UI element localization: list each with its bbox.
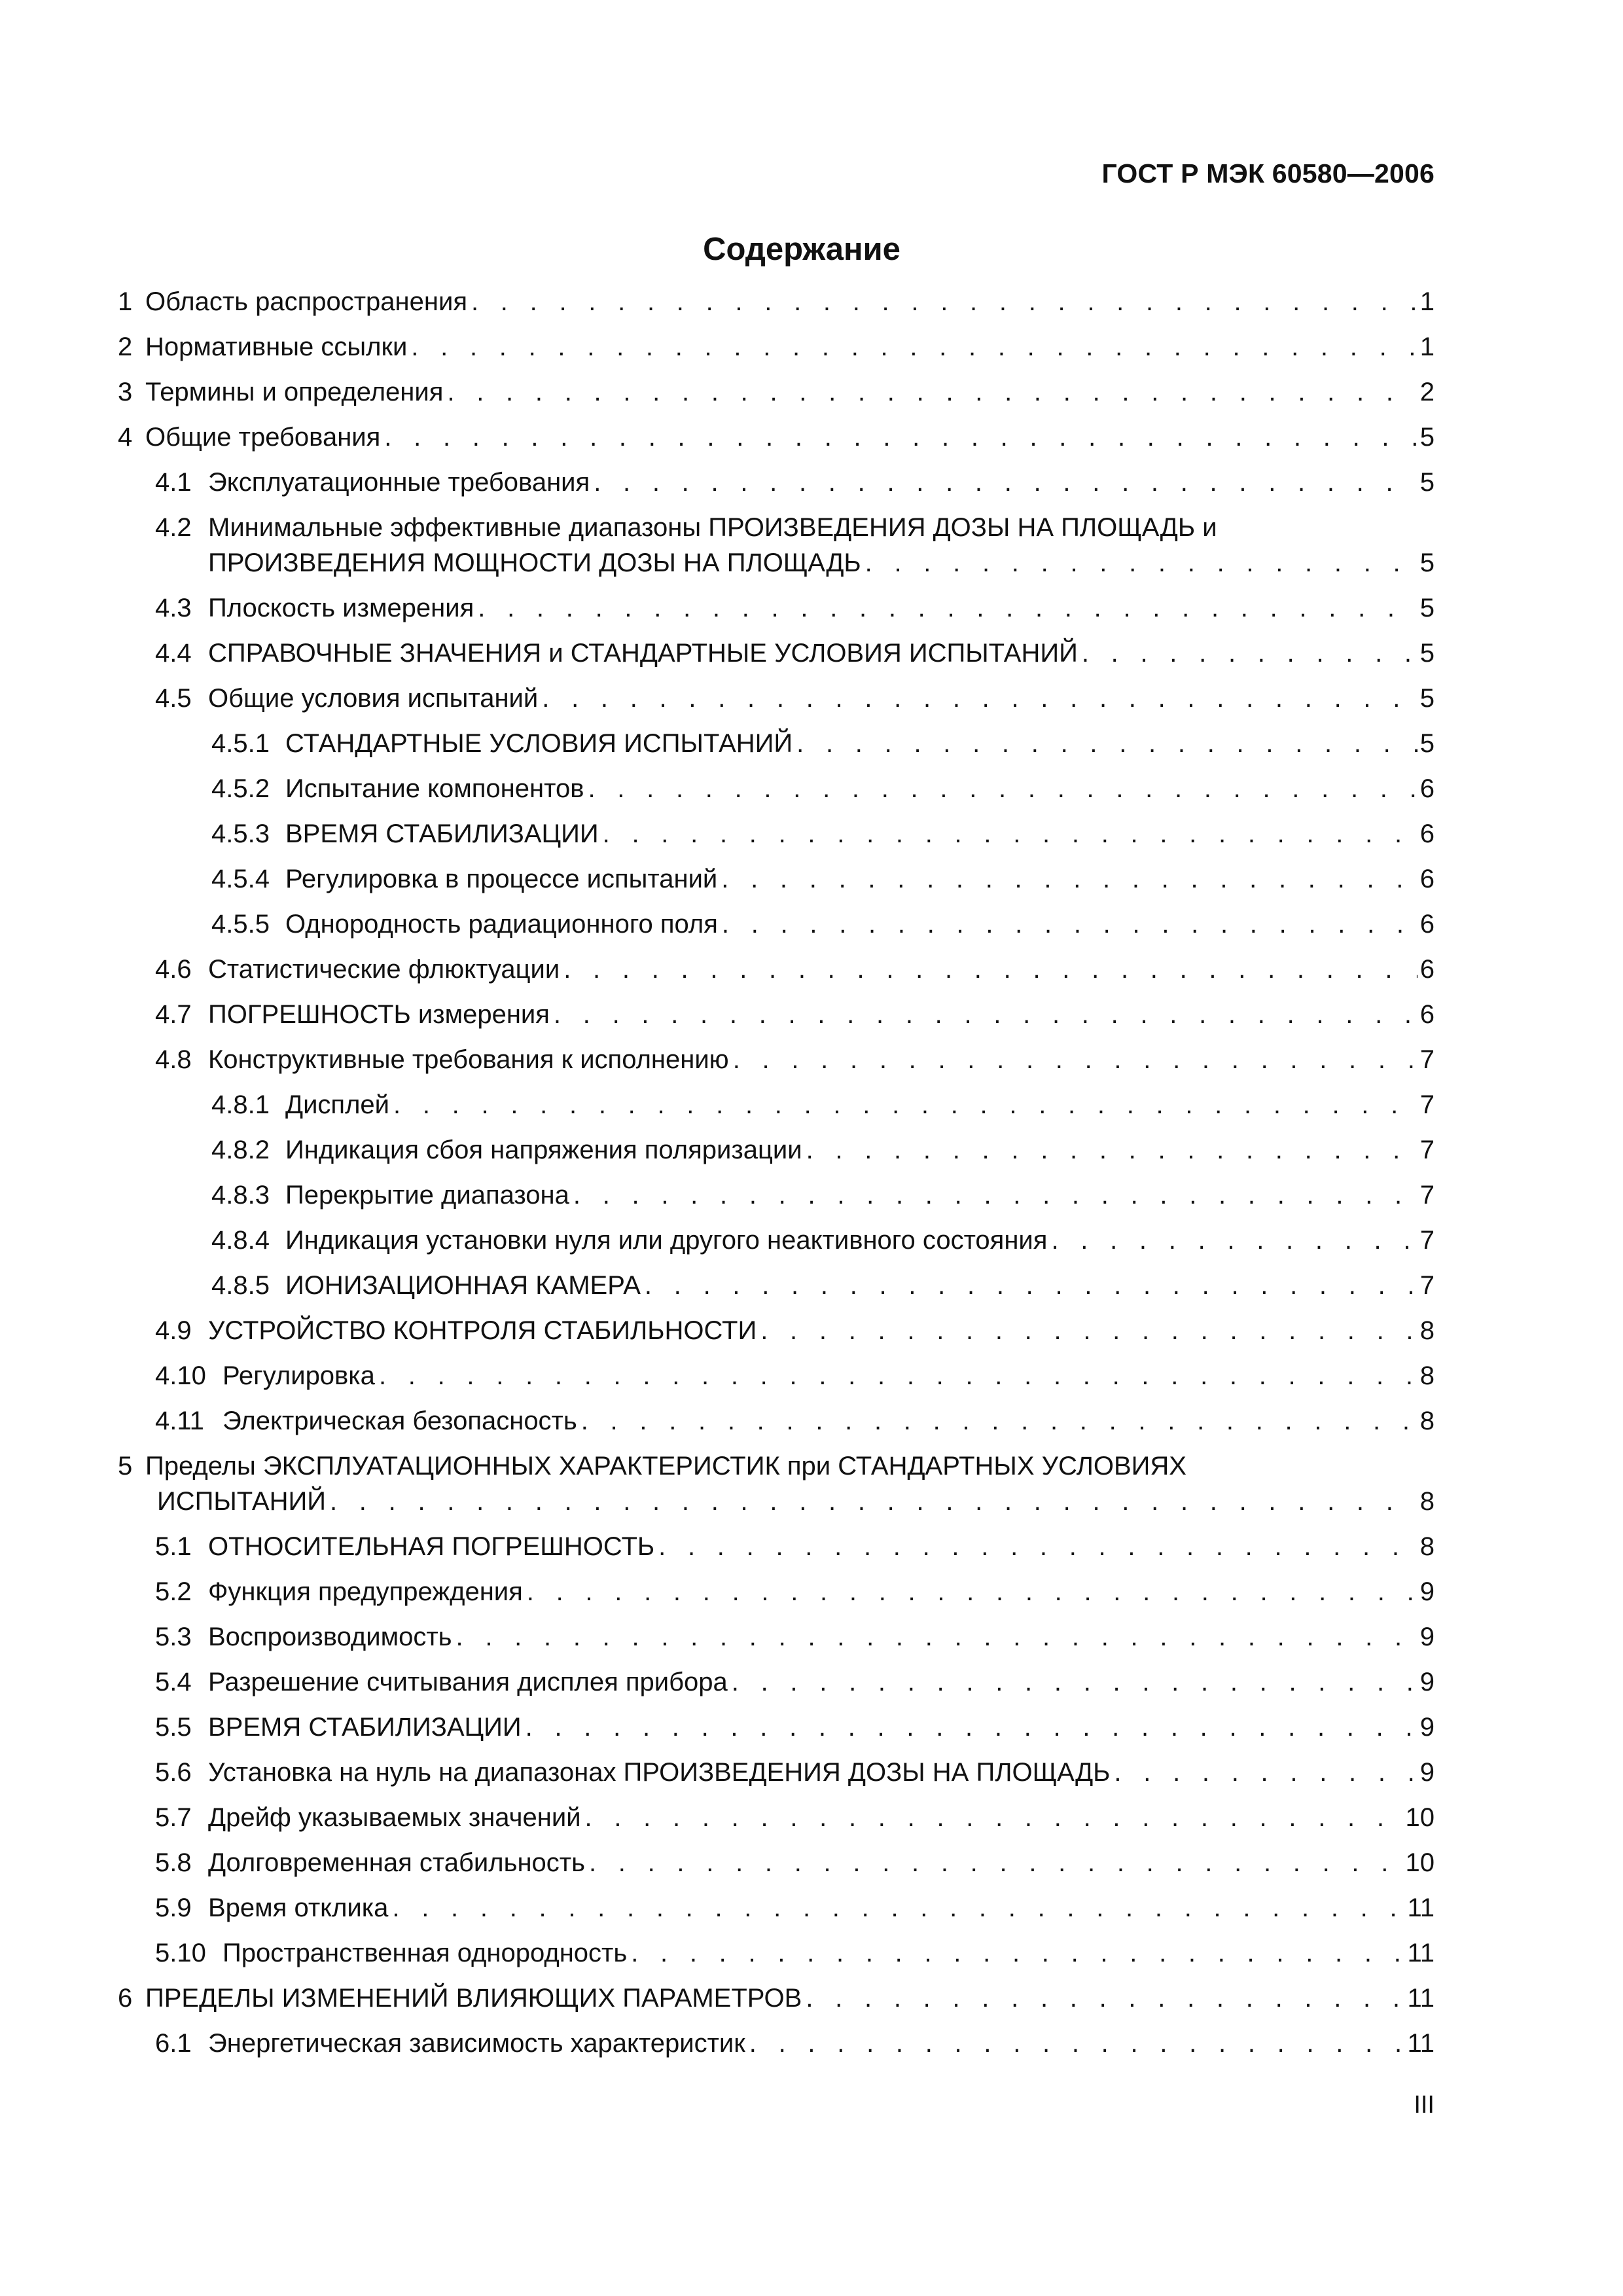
toc-entry-number: 5.8 [155,1848,192,1877]
toc-entry-number: 5.1 [155,1532,192,1561]
dot-leader [585,1799,1403,1837]
toc-entry-title: Индикация сбоя напряжения поляризации [285,1136,802,1164]
toc-entry-page: 8 [1419,1487,1435,1516]
toc-entry[interactable] [0,679,1623,717]
toc-entry-page: 1 [1419,332,1435,361]
toc-entry[interactable] [0,418,1623,456]
toc-entry-page: 5 [1419,684,1435,713]
toc-entry[interactable] [0,1844,1623,1882]
toc-entry-page: 6 [1419,819,1435,848]
toc-entry-page: 1 [1419,287,1435,316]
toc-title: Содержание [703,232,901,267]
toc-entry-page: 9 [1419,1623,1435,1651]
toc-entry-number: 5.4 [155,1668,192,1696]
toc-entry-title: Плоскость измерения [208,594,474,622]
toc-entry[interactable] [0,1357,1623,1395]
toc-entry-title: Пространственная однородность [223,1939,628,1967]
toc-entry[interactable] [0,770,1623,808]
toc-entry-number: 4.5.2 [211,774,270,803]
toc-entry[interactable] [0,283,1623,321]
toc-entry-page: 6 [1419,910,1435,939]
toc-entry-title: СТАНДАРТНЫЕ УСЛОВИЯ ИСПЫТАНИЙ [285,729,793,758]
toc-entry-number: 5.2 [155,1577,192,1606]
toc-entry-number: 4.8.3 [211,1181,270,1210]
toc-entry[interactable] [0,1979,1623,2017]
toc-entry[interactable] [0,589,1623,627]
toc-entry-page: 11 [1407,1893,1435,1922]
toc-entry-number: 4.6 [155,955,192,984]
toc-entry-page: 6 [1419,955,1435,984]
dot-leader [1114,1753,1417,1791]
toc-entry-title: УСТРОЙСТВО КОНТРОЛЯ СТАБИЛЬНОСТИ [208,1316,757,1345]
dot-leader [796,725,1418,762]
toc-entry-page: 8 [1419,1532,1435,1561]
dot-leader [393,1086,1418,1124]
toc-entry-number: 6.1 [155,2029,192,2058]
toc-entry[interactable] [0,1528,1623,1566]
toc-entry-number: 2 [118,332,133,361]
dot-leader [581,1402,1418,1440]
toc-entry[interactable] [0,2024,1623,2062]
toc-entry-page: 2 [1419,378,1435,406]
toc-entry[interactable] [0,1753,1623,1791]
dot-leader [527,1573,1418,1611]
toc-entry[interactable] [0,1131,1623,1169]
toc-entry-title: Эксплуатационные требования [208,468,590,497]
toc-entry-page: 6 [1419,865,1435,893]
dot-leader [589,1844,1403,1882]
dot-leader [588,770,1417,808]
toc-entry[interactable] [0,328,1623,366]
toc-entry-page: 10 [1405,1848,1435,1877]
toc-entry-title-continuation: ПРОИЗВЕДЕНИЯ МОЩНОСТИ ДОЗЫ НА ПЛОЩАДЬ [208,548,861,577]
toc-entry-title: Испытание компонентов [285,774,584,803]
toc-entry-title: Дрейф указываемых значений [208,1803,581,1832]
toc-entry-title: Термины и определения [145,378,444,406]
toc-entry[interactable] [0,1663,1623,1701]
toc-entry-number: 4.5.1 [211,729,270,758]
toc-entry[interactable] [0,950,1623,988]
toc-entry-title: Дисплей [285,1090,390,1119]
dot-leader [526,1708,1418,1746]
toc-entry-title: ПОГРЕШНОСТЬ измерения [208,1000,550,1029]
toc-entry[interactable] [0,1041,1623,1079]
toc-entry-number: 5.9 [155,1893,192,1922]
dot-leader [554,996,1418,1033]
toc-entry[interactable] [0,1221,1623,1259]
toc-entry-page: 7 [1419,1136,1435,1164]
toc-entry-number: 4.8.4 [211,1226,270,1255]
dot-leader [594,463,1418,501]
toc-entry-number: 5.10 [155,1939,206,1967]
toc-entry-page: 7 [1419,1181,1435,1210]
toc-entry-title: ПРЕДЕЛЫ ИЗМЕНЕНИЙ ВЛИЯЮЩИХ ПАРАМЕТРОВ [145,1984,802,2013]
toc-entry-title: Общие условия испытаний [208,684,539,713]
toc-entry-title: Минимальные эффективные диапазоны ПРОИЗВЕДЕНИЯ ДОЗЫ НА ПЛОЩАДЬ и [208,513,1217,542]
toc-entry[interactable] [0,860,1623,898]
toc-entry-title: Общие требования [145,423,381,452]
toc-entry-title: Регулировка [223,1361,375,1390]
toc-entry-title: Область распространения [145,287,467,316]
toc-entry[interactable] [0,634,1623,672]
toc-entry-number: 6 [118,1984,133,2013]
toc-entry-page: 7 [1419,1226,1435,1255]
toc-entry-title: Воспроизводимость [208,1623,452,1651]
toc-entry[interactable] [0,1934,1623,1972]
dot-leader [384,418,1417,456]
toc-entry-title: Установка на нуль на диапазонах ПРОИЗВЕДЕНИЯ ДОЗЫ НА ПЛОЩАДЬ [208,1758,1111,1787]
dot-leader [631,1934,1404,1972]
toc-entry-number: 4.8.5 [211,1271,270,1300]
toc-entry-number: 5 [118,1452,133,1480]
dot-leader [330,1482,1418,1520]
toc-entry[interactable] [0,1176,1623,1214]
dot-leader [1051,1221,1417,1259]
toc-entry-number: 4.5.4 [211,865,270,893]
toc-entry-page: 5 [1419,468,1435,497]
toc-entry-number: 5.7 [155,1803,192,1832]
toc-entry[interactable] [0,1708,1623,1746]
toc-entry-number: 5.3 [155,1623,192,1651]
toc-entry-number: 1 [118,287,133,316]
toc-entry[interactable] [0,1402,1623,1440]
toc-entry-number: 4.9 [155,1316,192,1345]
toc-entry-number: 4.5.3 [211,819,270,848]
dot-leader [478,589,1417,627]
dot-leader [658,1528,1418,1566]
document-code: ГОСТ Р МЭК 60580—2006 [1101,158,1435,188]
toc-entry-number: 3 [118,378,133,406]
toc-entry-number: 4.8 [155,1045,192,1074]
toc-entry-title: ВРЕМЯ СТАБИЛИЗАЦИИ [208,1713,522,1742]
toc-entry-title: ОТНОСИТЕЛЬНАЯ ПОГРЕШНОСТЬ [208,1532,655,1561]
toc-entry[interactable] [0,815,1623,853]
toc-entry[interactable] [0,373,1623,411]
toc-entry-page: 11 [1407,1984,1435,2013]
dot-leader [542,679,1418,717]
toc-entry[interactable] [0,725,1623,762]
toc-entry-title: Однородность радиационного поля [285,910,718,939]
toc-entry[interactable] [0,1618,1623,1656]
toc-entry-title: Долговременная стабильность [208,1848,585,1877]
dot-leader [645,1266,1418,1304]
dot-leader [379,1357,1418,1395]
toc-entry[interactable] [0,996,1623,1033]
toc-entry[interactable] [0,905,1623,943]
toc-entry-title: Электрическая безопасность [223,1407,577,1435]
toc-entry-page: 6 [1419,1000,1435,1029]
toc-entry-number: 4 [118,423,133,452]
toc-entry-number: 5.6 [155,1758,192,1787]
toc-entry-title: Разрешение считывания дисплея прибора [208,1668,728,1696]
dot-leader [806,1979,1404,2017]
toc-entry-number: 4.1 [155,468,192,497]
toc-entry-page: 8 [1419,1361,1435,1390]
toc-entry-page: 8 [1419,1316,1435,1345]
dot-leader [733,1041,1418,1079]
toc-entry-title: Нормативные ссылки [145,332,408,361]
dot-leader [573,1176,1418,1214]
dot-leader [456,1618,1418,1656]
toc-entry[interactable] [0,463,1623,501]
toc-entry-page: 5 [1419,639,1435,668]
dot-leader [603,815,1418,853]
dot-leader [749,2024,1405,2062]
toc-entry-number: 4.8.1 [211,1090,270,1119]
toc-entry[interactable] [0,1447,1623,1516]
toc-entry-number: 4.2 [155,513,192,542]
toc-entry-page: 10 [1405,1803,1435,1832]
toc-entry-page: 5 [1419,423,1435,452]
toc-entry[interactable] [0,1889,1623,1927]
toc-entry-title: Конструктивные требования к исполнению [208,1045,729,1074]
toc-entry-page: 9 [1419,1758,1435,1787]
toc-entry-title: Регулировка в процессе испытаний [285,865,718,893]
toc-entry-title: ВРЕМЯ СТАБИЛИЗАЦИИ [285,819,599,848]
dot-leader [865,544,1418,582]
dot-leader [760,1312,1418,1350]
dot-leader [721,860,1417,898]
toc-entry[interactable] [0,1312,1623,1350]
toc-entry[interactable] [0,1266,1623,1304]
toc-entry-number: 4.5.5 [211,910,270,939]
dot-leader [392,1889,1404,1927]
toc-entry-title: Время отклика [208,1893,389,1922]
dot-leader [471,283,1418,321]
toc-entry[interactable] [0,509,1623,577]
toc-entry-number: 4.3 [155,594,192,622]
dot-leader [732,1663,1418,1701]
toc-entry-page: 5 [1419,729,1435,758]
toc-entry-page: 7 [1419,1090,1435,1119]
toc-entry-page: 9 [1419,1577,1435,1606]
toc-entry-page: 7 [1419,1271,1435,1300]
toc-entry-number: 4.8.2 [211,1136,270,1164]
toc-entry-number: 4.10 [155,1361,206,1390]
toc-entry-page: 5 [1419,594,1435,622]
toc-entry-page: 6 [1419,774,1435,803]
toc-entry-page: 11 [1407,2029,1435,2058]
toc-entry-page: 9 [1419,1713,1435,1742]
dot-leader [806,1131,1418,1169]
toc-entry[interactable] [0,1086,1623,1124]
toc-entry-title: Перекрытие диапазона [285,1181,569,1210]
toc-entry[interactable] [0,1573,1623,1611]
toc-entry-title: Энергетическая зависимость характеристик [208,2029,745,2058]
toc-entry-title: Функция предупреждения [208,1577,523,1606]
toc-entry-number: 4.7 [155,1000,192,1029]
dot-leader [563,950,1418,988]
toc-entry-title: Статистические флюктуации [208,955,560,984]
toc-entry-title: СПРАВОЧНЫЕ ЗНАЧЕНИЯ и СТАНДАРТНЫЕ УСЛОВИЯ ИСПЫТАНИЙ [208,639,1078,668]
dot-leader [447,373,1417,411]
toc-entry-page: 11 [1407,1939,1435,1967]
toc-entry-page: 8 [1419,1407,1435,1435]
toc-entry-number: 4.11 [155,1407,204,1435]
dot-leader [1082,634,1418,672]
toc-entry-number: 4.5 [155,684,192,713]
toc-entry-page: 7 [1419,1045,1435,1074]
toc-entry-number: 5.5 [155,1713,192,1742]
toc-entry-page: 5 [1419,548,1435,577]
toc-entry-title: Индикация установки нуля или другого неактивного состояния [285,1226,1048,1255]
toc-entry-page: 9 [1419,1668,1435,1696]
dot-leader [722,905,1418,943]
toc-entry-number: 4.4 [155,639,192,668]
toc-entry[interactable] [0,1799,1623,1837]
dot-leader [411,328,1417,366]
toc-entry-title-continuation: ИСПЫТАНИЙ [157,1487,326,1516]
toc-entry-title: ИОНИЗАЦИОННАЯ КАМЕРА [285,1271,641,1300]
toc-entry-title: Пределы ЭКСПЛУАТАЦИОННЫХ ХАРАКТЕРИСТИК при СТАНДАРТНЫХ УСЛОВИЯХ [145,1452,1186,1480]
page-number: III [1414,2091,1435,2119]
